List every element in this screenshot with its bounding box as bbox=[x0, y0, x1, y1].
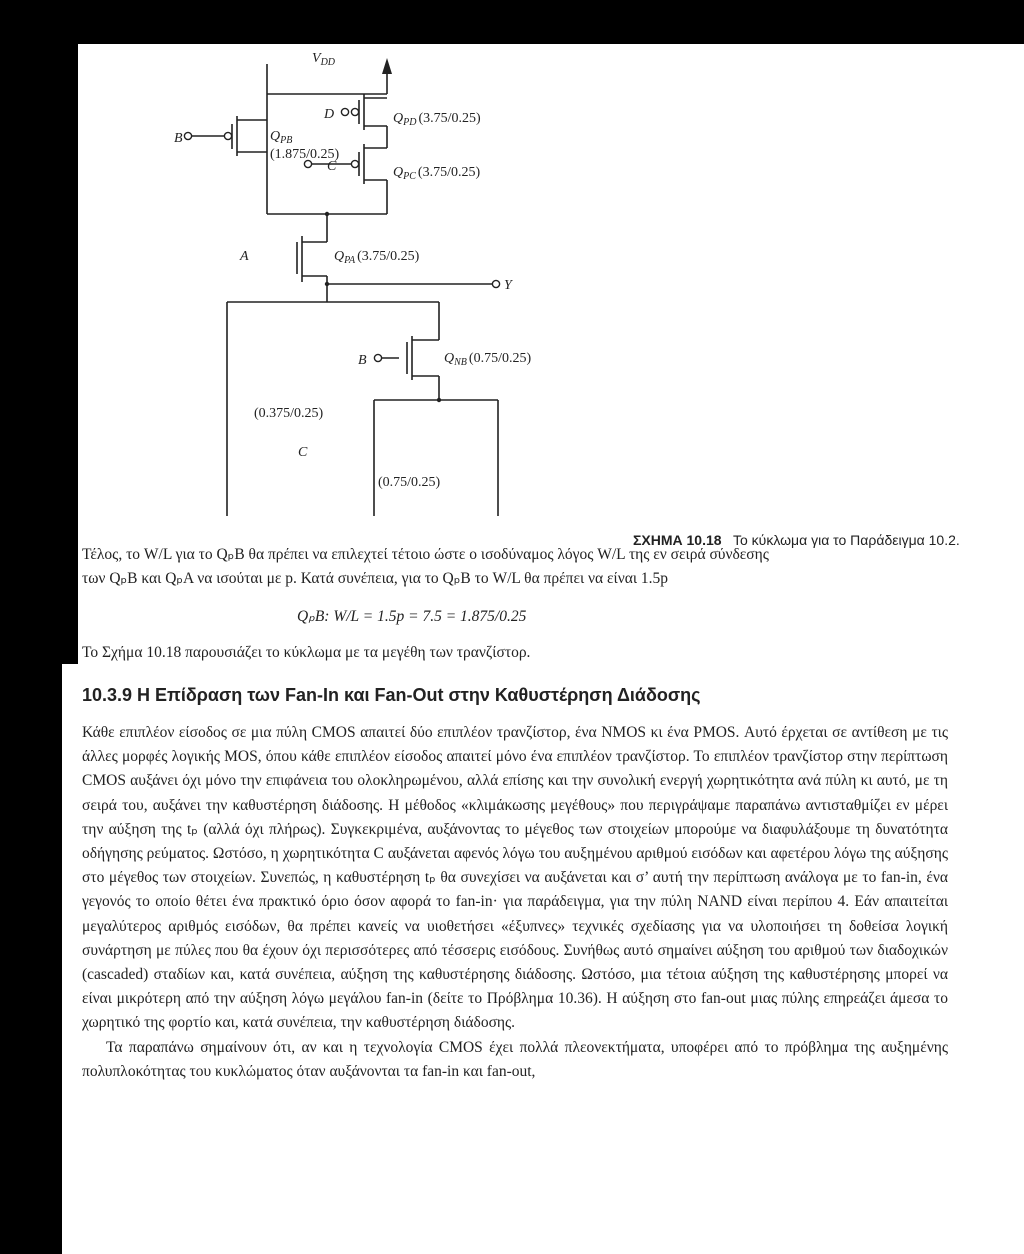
input-b-terminal bbox=[184, 132, 191, 139]
input-d-label: D bbox=[324, 107, 335, 122]
circuit-schematic bbox=[62, 44, 1022, 574]
bottom-branch-size: (0.75/0.25) bbox=[378, 475, 441, 490]
input-a-label: A bbox=[240, 249, 249, 264]
left-black-margin bbox=[62, 44, 78, 664]
input-b-bottom-label: B bbox=[358, 353, 367, 368]
qpb-gate-bubble bbox=[224, 132, 231, 139]
formula-qpb: QₚB: W/L = 1.5p = 7.5 = 1.875/0.25 bbox=[297, 608, 527, 625]
input-c-bottom-label: C bbox=[298, 445, 308, 460]
vdd-label: $V_{DD}$ bbox=[312, 51, 336, 68]
output-y-label: Y bbox=[504, 278, 512, 293]
paragraph-1: Κάθε επιπλέον είσοδος σε μια πύλη CMOS απαιτεί δύο επιπλέον τρανζίστορ, ένα NMOS κι ένα PMOS. Αυτό έρχεται σε αντίθεση με τις άλλες μορφές λογικής MOS, όπου κάθε επιπλέον είσοδος απαιτεί μόνο ένα επιπλέον τρανζίστορ. Το επιπλέον τρανζίστορ στην περίπτωση CMOS αυξάνει όχι μόνο την επιφάνεια του ολοκληρωμένου, αλλά επίσης και την συνολική ενεργή χωρητικότητα ανά πύλη κι αυτό, με τη σειρά του, αυξάνει την καθυστέρηση διάδοσης. Η μέθοδος «κλιμάκωσης μεγέθους» που περιγράψαμε παραπάνω αντισταθμίζει εν μέρει την αύξηση της tₚ (αλλά όχι πλήρως). Συγκεκριμένα, αυξάνοντας το μέγεθος των στοιχείων μπορούμε να διαφυλάξουμε τη δυνατότητα οδήγησης ρεύματος. Ωστόσο, η χωρητικότητα C αυξάνεται αφενός λόγω του αυξημένου αριθμού εισόδων και αφετέρου λόγω της αύξησης στο μέγεθος των στοιχείων. Συνεπώς, η καθυστέρηση tₚ θα συνεχίσει να αυξάνεται και σ’ αυτή την περίπτωση ανάλογα με το fan-in, ένα γεγονός το οποίο θέτει ένα πρακτικό όριο όσον αφορά το fan-in· για παράδειγμα, για την πύλη NAND είναι περίπου 4. Εάν απαιτείται μεγαλύτερος αριθμός εισόδων, θα πρέπει κανείς να υιοθετήσει «έξυπνες» τεχνικές σχεδίασης για να υλοποιήσει τη δοθείσα λογική συνάρτηση με πύλες που θα έχουν όχι περισσότερες από τέσσερις εισόδους. Συνήθως αυτό σημαίνει αύξηση του αριθμού των διαδοχικών (cascaded) σταδίων και, κατά συνέπεια, αύξηση της καθυστέρησης διάδοσης. Ωστόσο, μια τέτοια αύξηση της καθυστέρησης μπορεί να είναι μικρότερη από την αύξηση λόγω μεγάλου fan-in (δείτε το Πρόβλημα 10.36). Η αύξηση στο fan-out μιας πύλης επηρεάζει άμεσα το χωρητικό της φορτίο και, κατά συνέπεια, την καθυστέρηση διάδοσης. bbox=[82, 724, 948, 1032]
qpb-label: $Q_{PB}$ bbox=[270, 129, 293, 146]
qpb-size: (1.875/0.25) bbox=[270, 147, 340, 162]
qpc-gate-bubble bbox=[351, 160, 358, 167]
input-d-terminal bbox=[341, 108, 348, 115]
intro-line-2: των QₚB και QₚA να ισούται με p. Κατά συνέπεια, για το QₚB το W/L θα πρέπει να είναι 1.5p bbox=[82, 570, 668, 587]
input-b-label: B bbox=[174, 131, 183, 146]
input-b-bottom-terminal bbox=[374, 354, 381, 361]
left-branch-size: (0.375/0.25) bbox=[254, 406, 324, 421]
output-y-terminal bbox=[492, 280, 499, 287]
section-heading: 10.3.9 Η Επίδραση των Fan-In και Fan-Out στην Καθυστέρηση Διάδοσης bbox=[82, 685, 701, 705]
input-c-label: C bbox=[327, 159, 337, 174]
qnb-label: $Q_{NB}$ (0.75/0.25) bbox=[444, 351, 532, 368]
book-page bbox=[62, 44, 1024, 1254]
figure-caption-text: Το κύκλωμα για το Παράδειγμα 10.2. bbox=[732, 532, 960, 548]
paragraph-2: Τα παραπάνω σημαίνουν ότι, αν και η τεχνολογία CMOS έχει πολλά πλεονεκτήματα, υποφέρει από το πρόβλημα της αυξημένης πολυπλοκότητας του κυκλώματος όταν αυξάνονται τα fan-in και fan-out, bbox=[82, 1038, 948, 1080]
qpd-label: $Q_{PD}$ (3.75/0.25) bbox=[393, 111, 481, 128]
qpd-gate-bubble bbox=[351, 108, 358, 115]
figure-caption-number: ΣΧΗΜΑ 10.18 bbox=[633, 532, 722, 548]
intro-line-1: Τέλος, το W/L για το QₚB θα πρέπει να επιλεχτεί τέτοιο ώστε ο ισοδύναμος λόγος W/L της εν σειρά σύνδεσης bbox=[82, 546, 769, 563]
intro-line-3: Το Σχήμα 10.18 παρουσιάζει το κύκλωμα με τα μεγέθη των τρανζίστορ. bbox=[82, 644, 531, 661]
section-body bbox=[82, 721, 948, 1084]
qpc-label: $Q_{PC}$ (3.75/0.25) bbox=[393, 165, 481, 182]
vdd-arrow-head bbox=[382, 58, 392, 74]
qpa-label: $Q_{PA}$ (3.75/0.25) bbox=[334, 249, 420, 266]
